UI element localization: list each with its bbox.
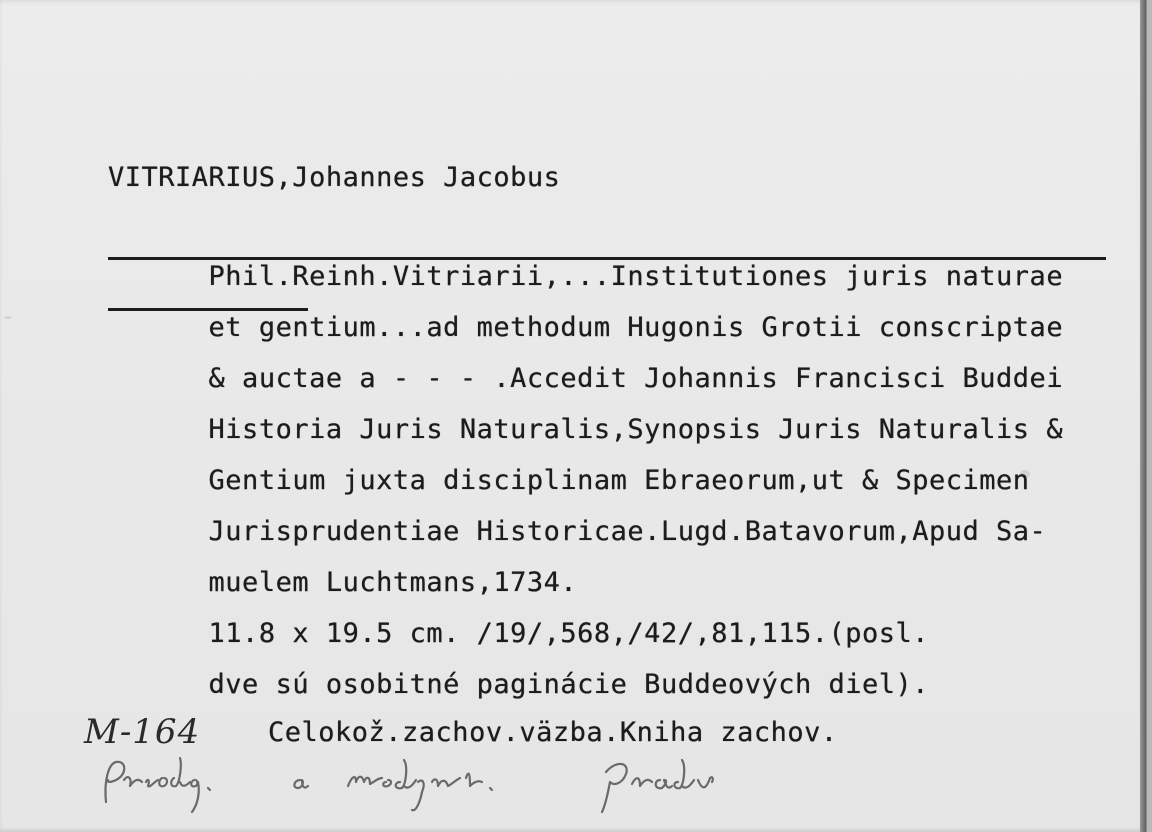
- title-line-6: [108, 481, 1063, 547]
- title-line-1-text: Phil.Reinh.Vitriarii,...Institutiones juris naturae: [208, 261, 1064, 292]
- title-underline-2: [108, 308, 308, 311]
- title-line-4-text: Historia Juris Naturalis,Synopsis Juris Naturalis &: [208, 414, 1064, 445]
- binding-note: Celokož.zachov.väzba.Kniha zachov.: [268, 717, 838, 748]
- title-block: [108, 226, 1064, 700]
- title-line-7: [108, 532, 1063, 598]
- collation-line-2-text: dve sú osobitné paginácie Buddeových diel).: [208, 669, 930, 700]
- collation-line-1: [108, 583, 1063, 649]
- handwritten-note: [86, 752, 766, 822]
- title-line-4: [108, 379, 1064, 445]
- title-line-2: [108, 277, 1064, 343]
- title-underline-1: [108, 257, 1106, 260]
- card-edge-shadow: [1140, 0, 1146, 832]
- paper-smudge: [1020, 470, 1030, 478]
- title-line-3: [108, 328, 1064, 394]
- author-heading: VITRIARIUS,Johannes Jacobus: [108, 162, 561, 193]
- title-line-6-text: Jurisprudentiae Historicae.Lugd.Batavorum,Apud Sa-: [208, 516, 1047, 547]
- title-line-7-text: muelem Luchtmans,1734.: [208, 567, 578, 598]
- call-number: M-164: [84, 712, 201, 752]
- title-line-1: [108, 226, 1064, 292]
- title-line-5: [108, 430, 1063, 496]
- title-line-2-text: et gentium...ad methodum Hugonis Grotii conscriptae: [208, 312, 1064, 343]
- title-line-5-text: Gentium juxta disciplinam Ebraeorum,ut & Specimen: [208, 465, 1030, 496]
- title-line-3-text: & auctae a - - - .Accedit Johannis Francisci Buddei: [208, 363, 1064, 394]
- collation-line-1-text: 11.8 x 19.5 cm. /19/,568,/42/,81,115.(posl.: [208, 618, 930, 649]
- collation-line-2: [108, 634, 1063, 700]
- paper-mark: [4, 316, 12, 319]
